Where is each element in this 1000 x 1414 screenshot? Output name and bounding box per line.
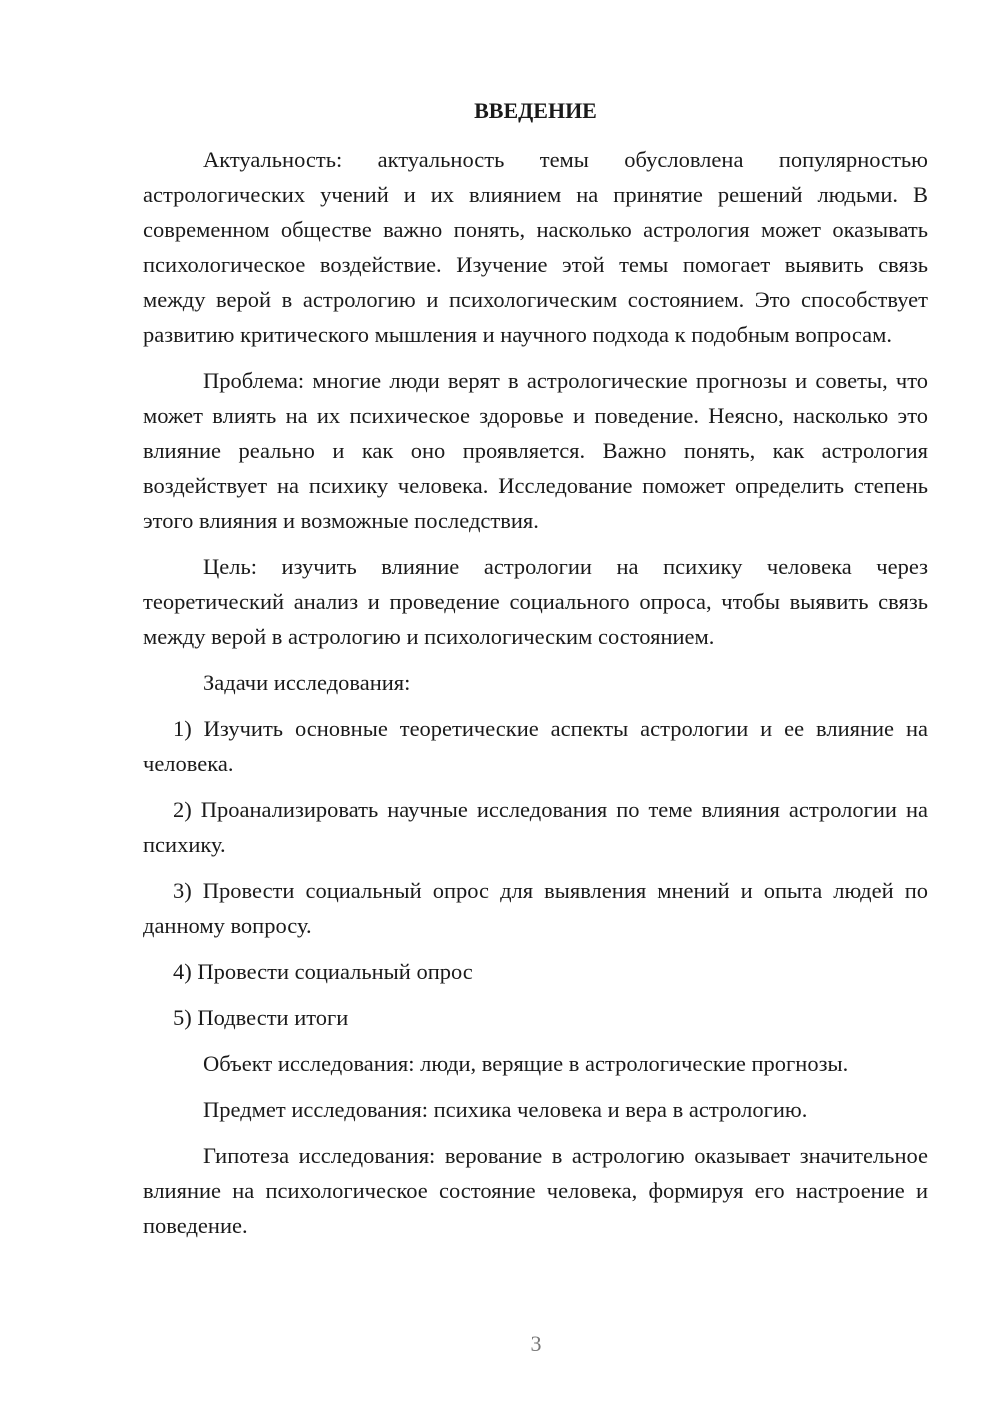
document-page xyxy=(143,94,928,1254)
task-item-2: 2) Проанализировать научные исследования по теме влияния астрологии на психику. xyxy=(143,797,928,857)
page-number: 3 xyxy=(530,1331,542,1356)
paragraph-relevance: Актуальность: актуальность темы обусловлена популярностью астрологических учений и их влиянием на принятие решений людьми. В современном обществе важно понять, насколько астрология может оказывать психологическое воздействие. Изучение этой темы помогает выявить связь между верой в астрологию и психологическим состоянием. Это способствует развитию критического мышления и научного подхода к подобным вопросам. xyxy=(143,147,928,347)
tasks-heading: Задачи исследования: xyxy=(203,670,411,695)
paragraph-subject: Предмет исследования: психика человека и вера в астрологию. xyxy=(203,1097,808,1122)
task-item-1: 1) Изучить основные теоретические аспекты астрологии и ее влияние на человека. xyxy=(143,716,928,776)
paragraph-goal: Цель: изучить влияние астрологии на психику человека через теоретический анализ и проведение социального опроса, чтобы выявить связь между верой в астрологию и психологическим состоянием. xyxy=(143,554,928,649)
task-item-3: 3) Провести социальный опрос для выявления мнений и опыта людей по данному вопросу. xyxy=(143,878,928,938)
task-item-5: 5) Подвести итоги xyxy=(173,1005,349,1030)
task-item-4: 4) Провести социальный опрос xyxy=(173,959,473,984)
paragraph-hypothesis: Гипотеза исследования: верование в астрологию оказывает значительное влияние на психологическое состояние человека, формируя его настроение и поведение. xyxy=(143,1143,928,1238)
paragraph-problem: Проблема: многие люди верят в астрологические прогнозы и советы, что может влиять на их психическое здоровье и поведение. Неясно, насколько это влияние реально и как оно проявляется. Важно понять, как астрология воздействует на психику человека. Исследование поможет определить степень этого влияния и возможные последствия. xyxy=(143,368,928,533)
paragraph-object: Объект исследования: люди, верящие в астрологические прогнозы. xyxy=(203,1051,849,1076)
document-title: ВВЕДЕНИЕ xyxy=(474,98,597,123)
